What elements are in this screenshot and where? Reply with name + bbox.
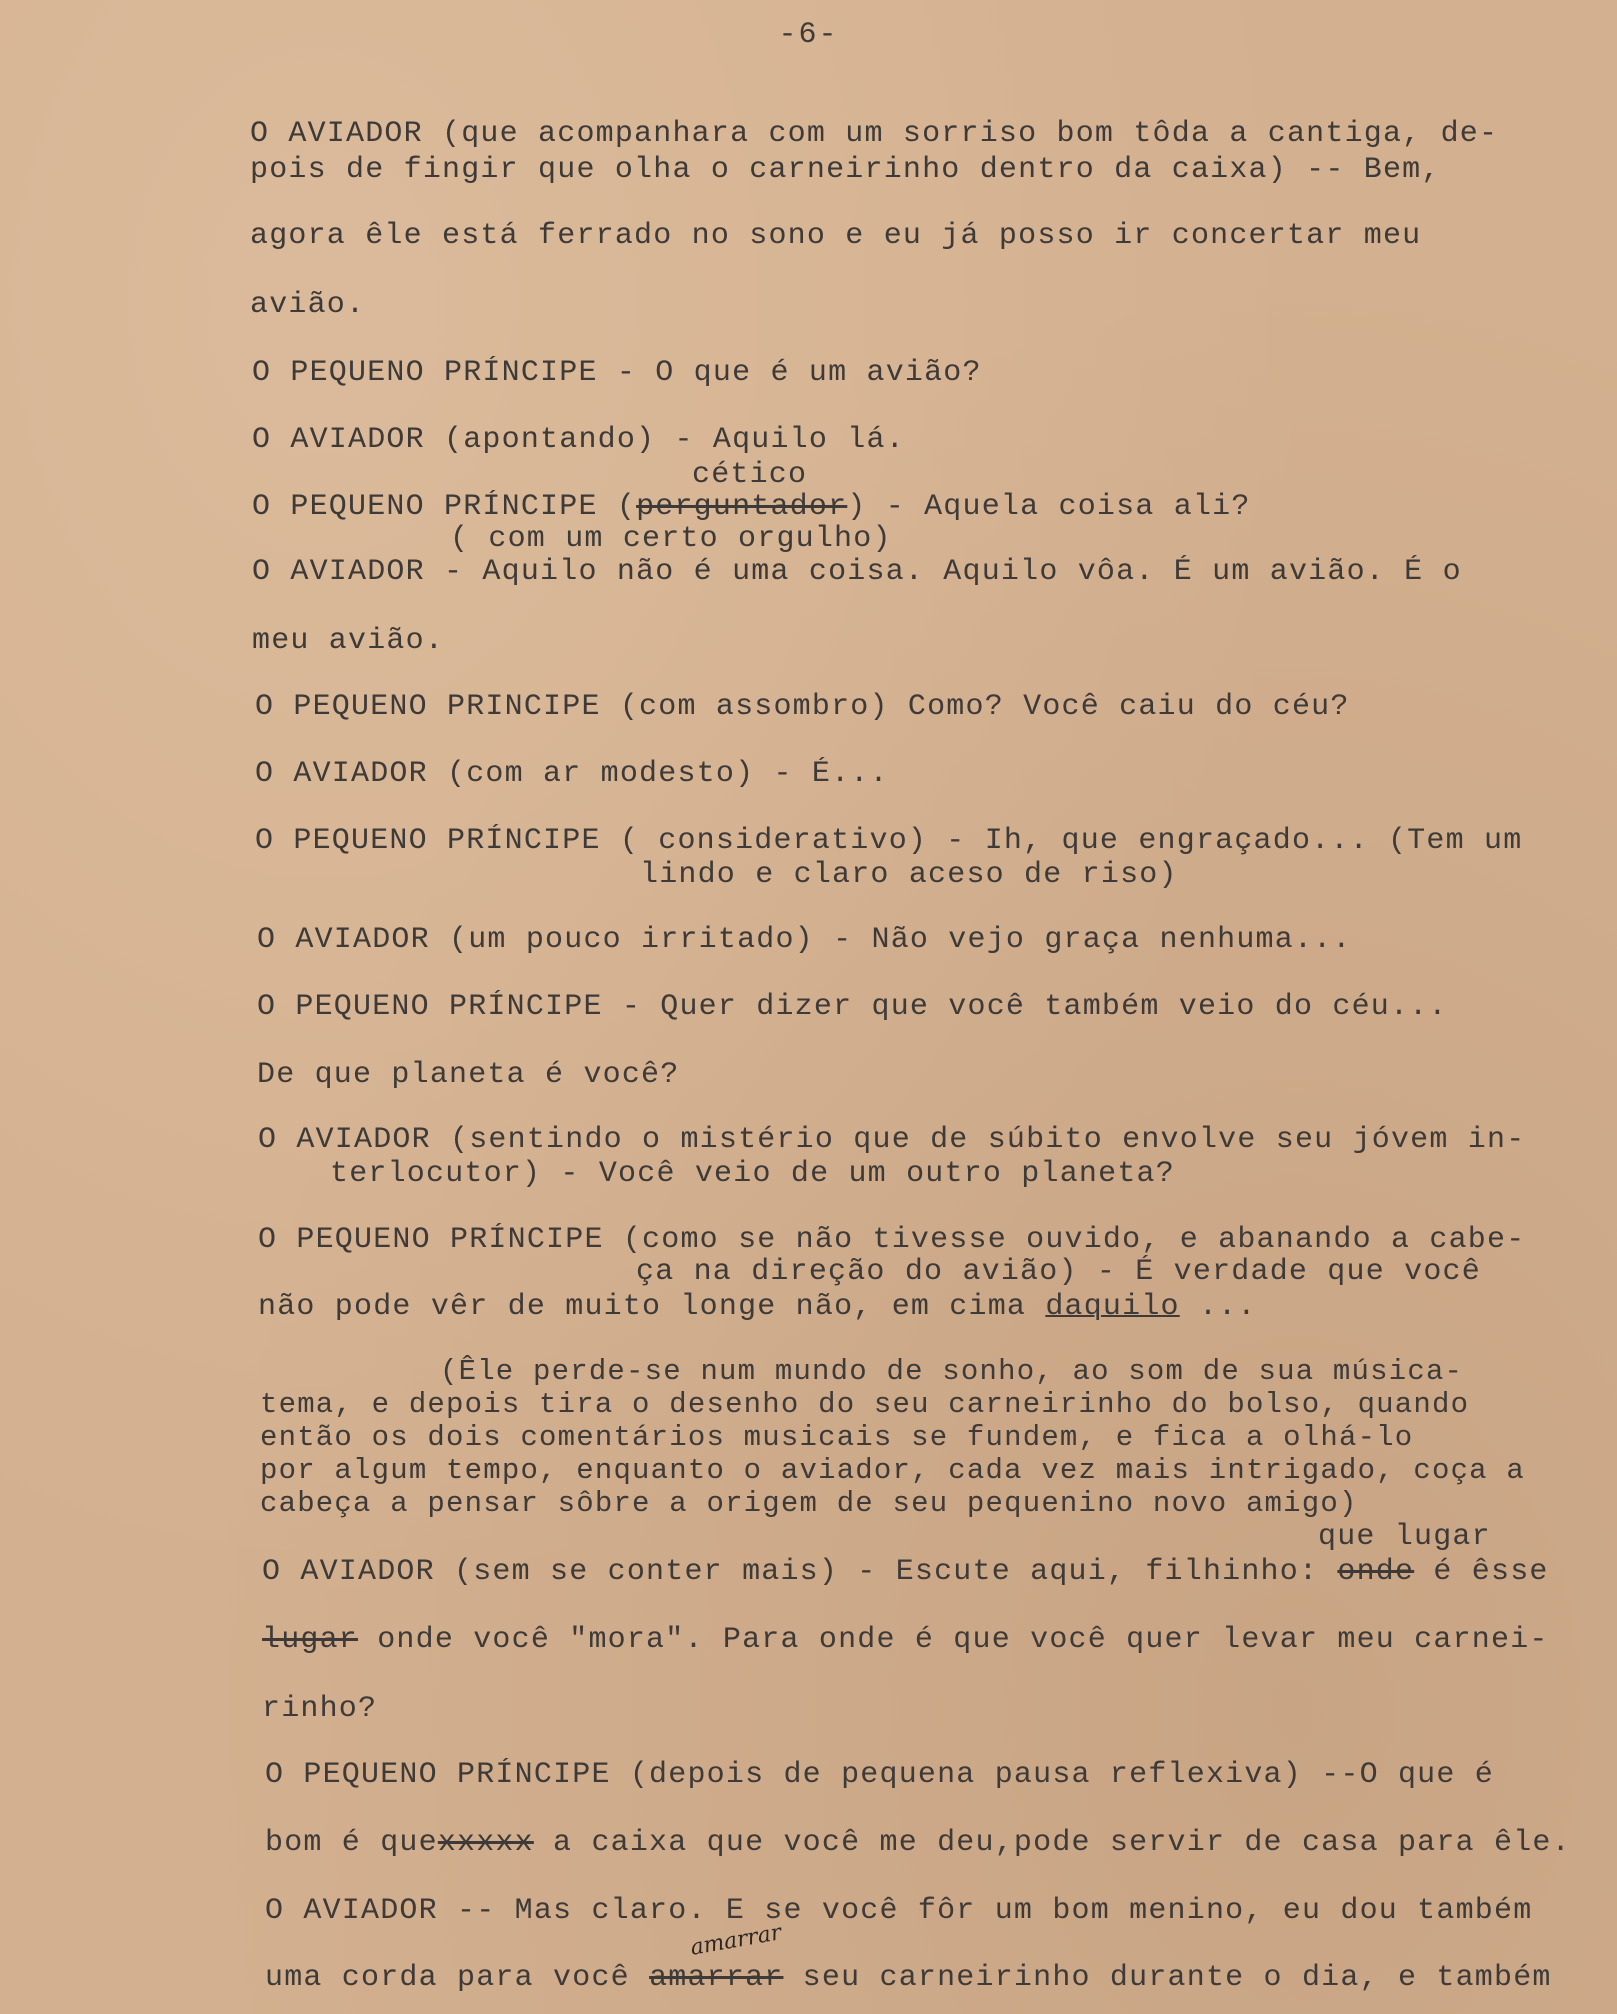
struck-onde: onde — [1337, 1555, 1415, 1589]
stage-3: então os dois comentários musicais se fundem, e fica a olhá-lo — [260, 1421, 1414, 1454]
stage-5: cabeça a pensar sôbre a origem de seu pequenino novo amigo) — [260, 1487, 1358, 1520]
line-21b: ... — [1179, 1290, 1257, 1324]
line-28b: seu carneirinho durante o dia, e também — [783, 1961, 1552, 1995]
line-11: O AVIADOR (com ar modesto) - É... — [255, 757, 889, 791]
line-5: O PEQUENO PRÍNCIPE - O que é um avião? — [252, 356, 982, 390]
struck-xxxxx: xxxxx — [437, 1826, 534, 1860]
line-17: O AVIADOR (sentindo o mistério que de súbito envolve seu jóvem in- — [258, 1123, 1526, 1157]
line-23 — [262, 1623, 1549, 1657]
line-26 — [265, 1826, 1571, 1860]
line-28a: uma corda para você — [265, 1961, 650, 1995]
line-27: O AVIADOR -- Mas claro. E se você fôr um bom menino, eu dou também — [265, 1894, 1533, 1928]
line-13: lindo e claro aceso de riso) — [640, 858, 1178, 892]
underlined-daquilo: daquilo — [1045, 1290, 1180, 1324]
line-4: avião. — [250, 288, 366, 322]
line-26a: bom é que — [265, 1826, 438, 1860]
insert-cetico: cético — [692, 458, 808, 492]
line-14: O AVIADOR (um pouco irritado) - Não vejo graça nenhuma... — [257, 923, 1352, 957]
line-7a: O PEQUENO PRÍNCIPE ( — [252, 490, 637, 524]
stage-1: (Êle perde-se num mundo de sonho, ao som de sua música- — [440, 1355, 1464, 1388]
line-7b: ) - Aquela coisa ali? — [847, 490, 1251, 524]
page-number: -6- — [778, 18, 839, 52]
line-3: agora êle está ferrado no sono e eu já posso ir concertar meu — [250, 219, 1422, 253]
struck-amarrar: amarrar — [649, 1961, 784, 1995]
line-26b: a caixa que você me deu,pode servir de casa para êle. — [533, 1826, 1571, 1860]
line-1: O AVIADOR (que acompanhara com um sorriso bom tôda a cantiga, de- — [250, 117, 1499, 151]
stage-2: tema, e depois tira o desenho do seu carneirinho do bolso, quando — [260, 1388, 1470, 1421]
line-10: O PEQUENO PRINCIPE (com assombro) Como? Você caiu do céu? — [255, 690, 1350, 724]
line-28 — [265, 1961, 1552, 1995]
line-25: O PEQUENO PRÍNCIPE (depois de pequena pausa reflexiva) --O que é — [265, 1758, 1494, 1792]
line-19: O PEQUENO PRÍNCIPE (como se não tivesse ouvido, e abanando a cabe- — [258, 1223, 1526, 1257]
insert-orgulho: ( com um certo orgulho) — [450, 522, 892, 556]
struck-perguntador: perguntador — [636, 490, 848, 524]
line-6: O AVIADOR (apontando) - Aquilo lá. — [252, 423, 905, 457]
line-15: O PEQUENO PRÍNCIPE - Quer dizer que você também veio do céu... — [257, 990, 1448, 1024]
line-16: De que planeta é você? — [257, 1058, 680, 1092]
stage-4: por algum tempo, enquanto o aviador, cada vez mais intrigado, coça a — [260, 1454, 1525, 1487]
line-21a: não pode vêr de muito longe não, em cima — [258, 1290, 1046, 1324]
line-23b: onde você "mora". Para onde é que você quer levar meu carnei- — [358, 1623, 1549, 1657]
line-7 — [252, 490, 1251, 524]
line-20: ça na direção do avião) - É verdade que você — [636, 1255, 1481, 1289]
line-9: meu avião. — [252, 624, 445, 658]
insert-que-lugar: que lugar — [1318, 1520, 1491, 1554]
line-2: pois de fingir que olha o carneirinho dentro da caixa) -- Bem, — [250, 153, 1441, 187]
line-8: O AVIADOR - Aquilo não é uma coisa. Aquilo vôa. É um avião. É o — [252, 555, 1462, 589]
struck-lugar: lugar — [262, 1623, 359, 1657]
line-22b: é êsse — [1414, 1555, 1549, 1589]
line-18: terlocutor) - Você veio de um outro planeta? — [330, 1157, 1175, 1191]
handwritten-correction: amarrar — [688, 1920, 784, 1961]
line-22a: O AVIADOR (sem se conter mais) - Escute aqui, filhinho: — [262, 1555, 1338, 1589]
line-22 — [262, 1555, 1549, 1589]
line-21 — [258, 1290, 1257, 1324]
line-24: rinho? — [262, 1692, 378, 1726]
line-12: O PEQUENO PRÍNCIPE ( considerativo) - Ih, que engraçado... (Tem um — [255, 824, 1523, 858]
